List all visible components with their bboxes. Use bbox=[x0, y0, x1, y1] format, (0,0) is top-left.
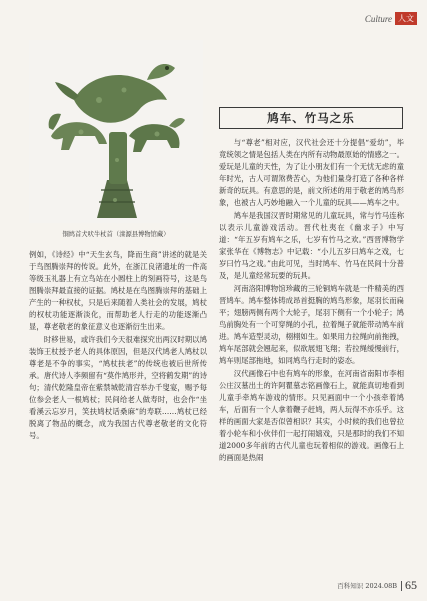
page-number: 65 bbox=[405, 578, 417, 592]
bronze-staff-head-illustration bbox=[29, 40, 203, 223]
paragraph: 鸠车是我国汉晋时期常见的儿童玩具，常与竹马连称以表示儿童游戏活动。晋代杜夷在《幽求子》中写道：“年五岁有鸠车之乐，七岁有竹马之欢。”西晋博物学家张华在《博物志》中记载：“小儿五岁曰鸠车之戏，七岁曰竹马之戏。”由此可见，当时鸠车、竹马在民间十分普及，是儿童经常玩要的玩具。 bbox=[219, 211, 404, 280]
page-footer bbox=[337, 578, 417, 593]
section-label-en: Culture bbox=[364, 13, 392, 24]
paragraph: 与“尊老”相对应，汉代社会还十分提倡“爱幼”，毕竟统领之情是包括人类在内所有动物最原始的情感之一。爱玩是儿童的天性，为了让小朋友们有一个无忧无虑的童年时光，古人可谓煞费苦心，为他们量身打造了各种各样新奇的玩具。有意思的是，前文所述的用于敬老的鸠鸟形象，也被古人巧妙地融入一个儿童的玩具——鸠车之中。 bbox=[219, 138, 404, 207]
paragraph: 时移世易，或许我们今天很难探究出两汉时期以鸠装饰王杖授予老人的具体原因，但是汉代鸠老人鸠杖以尊老是不争的事实，“鸠杖扶老”的传统也被后世所传承。唐代诗人李频留有“莫作鸠形并，空将鹤发期”的诗句；清代乾隆皇帝在紫禁城乾清宫举办千叟宴，赐予每位参会老人一根鸠杖；民间给老人做寿时，也会作“坐看溪云忘岁月，笑扶鸠杖话桑麻”的寿联……鸠杖已经脱离了物品的概念，成为我国古代尊老敬老的文化符号。 bbox=[29, 335, 207, 440]
magazine-issue: 百科知识 2024.08B bbox=[337, 582, 397, 590]
right-column bbox=[219, 137, 404, 464]
paragraph: 河南洛阳博物馆珍藏的三轮铜鸠车就是一件精美的西晋鸠车。鸠车整体铸成昂首挺胸的鸠鸟形象，尾羽长而扁平；翅膀两侧有两个大轮子，尾羽下侧有一个小轮子；鸠鸟前胸处有一个可穿绳的小孔，拉着绳子就能带动鸠车前进。鸠车造型灵动，栩栩如生。如果用力拉绳向前拖拽，鸠车尾部就会翘起来，似欲展翅飞翔；若拉绳缓慢前行，鸠车则尾部拖地，如同鸠鸟行走时的姿态。 bbox=[219, 284, 404, 365]
article-title: 鸠车、竹马之乐 bbox=[267, 111, 355, 125]
paragraph: 汉代画像石中也有鸠车的形象，在河南省南阳市李相公庄汉墓出土的许阿瞿墓志铭画像石上，就能真切地看到儿童手牵鸠车游戏的情形。只见画面中一个小孩牵着鸠车，后面有一个人拿着鞭子赶鸠，两人玩得不亦乐乎。这样的画面大家是否似曾相识？其实，小时候的我们也曾拉着小轮车和小伙伴们一起打闹嬉戏，只是那时的我们不知道2000多年前的古代儿童也玩着相似的游戏。画像石上的画面是热闹 bbox=[219, 369, 404, 462]
section-label-zh: 人文 bbox=[395, 12, 417, 25]
figure-caption: 铜鸠首犬吠牛杖首（滦源县博物馆藏） bbox=[62, 231, 170, 238]
left-column bbox=[29, 249, 207, 442]
artifact-photo bbox=[29, 40, 203, 223]
section-tag bbox=[365, 12, 417, 25]
article-title-box bbox=[219, 107, 403, 129]
footer-divider bbox=[401, 581, 402, 591]
paragraph: 例如，《诗经》中“天生玄鸟，降而生商”讲述的就是关于鸟图腾崇拜的传说。此外，在浙江良渚遗址的一件高等级玉礼器上有立鸟站在小圆柱上的刻画符号，这是鸟图腾崇拜最直接的证据。鸠杖是在鸟图腾崇拜的基础上产生的一种权杖，只是后来随着人类社会的发展，鸠杖的权杖功能逐渐淡化，而帮助老人行走的功能逐渐凸显，尊老敬老的象征意义也逐渐衍生出来。 bbox=[29, 250, 207, 331]
